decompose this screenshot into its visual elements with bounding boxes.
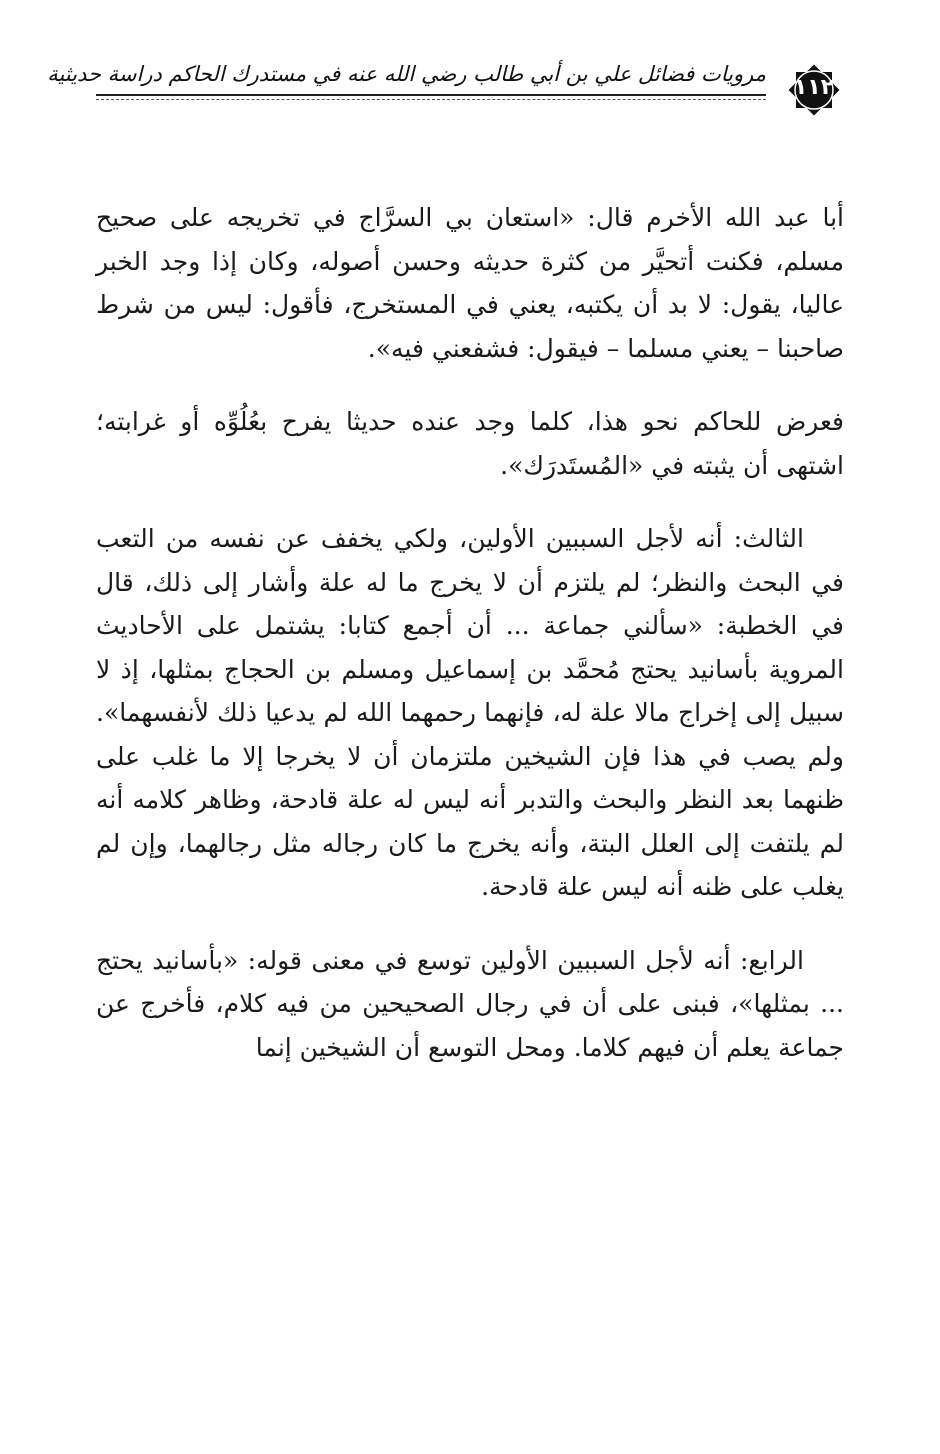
paragraph-4: الرابع: أنه لأجل السببين الأولين توسع في معنى قوله: «بأسانيد يحتج ... بمثلها»، فبنى على أن في رجال الصحيحين من فيه كلام، فأخرج عن جماعة يعلم أن فيهم كلاما. ومحل التوسع أن الشيخين إنما xyxy=(96,945,844,1062)
paragraph-3: الثالث: أنه لأجل السببين الأولين، ولكي يخفف عن نفسه من التعب في البحث والنظر؛ لم يلتزم أن لا يخرج ما له علة وأشار إلى ذلك، قال في الخطبة: «سألني جماعة ... أن أجمع كتابا: يشتمل على الأحاديث المروية بأسانيد يحتج مُحمَّد بن إسماعيل ومسلم بن الحجاج بمثلها، إذ لا سبيل إلى إخراج مالا علة له، فإنهما رحمهما الله لم يدعيا ذلك لأنفسهما». ولم يصب في هذا فإن الشيخين ملتزمان أن لا يخرجا إلا ما غلب على ظنهما بعد النظر والبحث والتدبر أنه ليس له علة قادحة، وظاهر كلامه أنه لم يلتفت إلى العلل البتة، وأنه يخرج ما كان رجاله مثل رجالهما، وإن لم يغلب على ظنه أنه ليس علة قادحة. xyxy=(96,524,844,901)
paragraph-2: فعرض للحاكم نحو هذا، كلما وجد عنده حديثا يفرح بعُلُوِّه أو غرابته؛ اشتهى أن يثبته في «المُستَدرَك». xyxy=(96,407,844,480)
paragraph-1: أبا عبد الله الأخرم قال: «استعان بي السرَّاج في تخريجه على صحيح مسلم، فكنت أتحيَّر من كثرة حديثه وحسن أصوله، وكان إذا وجد الخبر عاليا، يقول: لا بد أن يكتبه، يعني في المستخرج، فأقول: ليس من شرط صاحبنا – يعني مسلما – فيقول: فشفعني فيه». xyxy=(96,203,844,363)
header-rule xyxy=(96,94,766,96)
page-body xyxy=(96,196,844,1099)
header-rule-dashed xyxy=(96,99,766,100)
page-number-badge xyxy=(784,60,844,120)
page-header xyxy=(47,58,844,120)
page-number: ١١٢ xyxy=(793,75,835,100)
running-title: مرويات فضائل علي بن أبي طالب رضي الله عنه في مستدرك الحاكم دراسة حديثية xyxy=(47,62,766,86)
